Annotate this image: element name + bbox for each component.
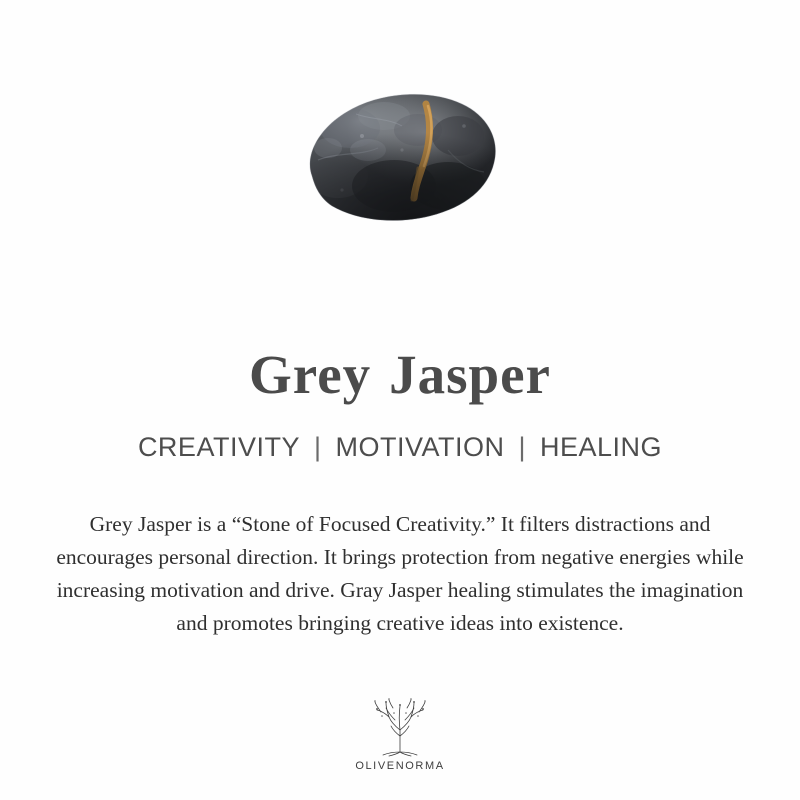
page-title bbox=[249, 345, 551, 406]
title-word-one: Grey bbox=[249, 344, 372, 405]
keyword-separator-1: | bbox=[313, 431, 322, 462]
brand-name: OLIVENORMA bbox=[355, 760, 445, 772]
keyword-separator-2: | bbox=[518, 431, 526, 462]
tree-of-life-icon bbox=[361, 696, 439, 758]
brand-logo bbox=[0, 696, 800, 772]
keyword-list bbox=[138, 432, 662, 463]
keyword-motivation: MOTIVATION bbox=[335, 431, 505, 462]
keyword-creativity: CREATIVITY bbox=[137, 431, 300, 462]
stone-illustration bbox=[298, 90, 503, 230]
grey-jasper-stone-image bbox=[298, 90, 503, 230]
description-text: Grey Jasper is a “Stone of Focused Creativity.” It filters distractions and encourages personal direction. It brings protection from negative energies while increasing motivation and drive. Gray Jasper healing stimulates the imagination and promotes bringing creative ideas into existence. bbox=[56, 511, 744, 635]
stone-image-container bbox=[0, 10, 800, 300]
keyword-healing: HEALING bbox=[540, 431, 663, 462]
title-word-two: Jasper bbox=[389, 344, 551, 405]
